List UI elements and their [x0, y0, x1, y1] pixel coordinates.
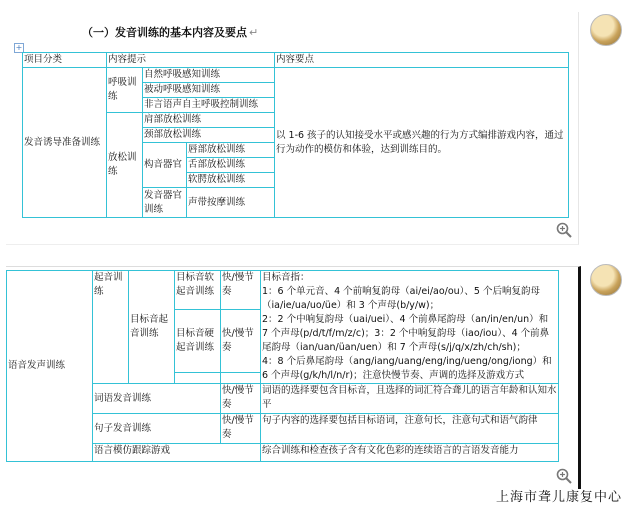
breathing-cell: 呼吸训练 — [107, 68, 143, 113]
articulator-item: 唇部放松训练 — [187, 143, 275, 158]
key-points-cell: 以 1-6 孩子的认知接受水平或感兴趣的行为方式编排游戏内容，通过行为动作的模仿和体验，达到训练目的。 — [275, 68, 569, 218]
content-table-bottom — [6, 270, 559, 462]
zoom-in-icon[interactable] — [556, 222, 572, 238]
target-title: 目标音指： — [262, 272, 310, 283]
articulator-item: 软腭放松训练 — [187, 173, 275, 188]
breath-item: 被动呼吸感知训练 — [143, 83, 275, 98]
onset-cell: 起音训练 — [93, 271, 129, 384]
soft-onset-cell: 目标音软起音训练 — [175, 271, 221, 310]
target-line: 2：2 个中响复韵母（uai/uei）、4 个前鼻尾韵母（an/in/en/un）和 7 个声母(p/d/t/f/m/z/c)；3：2 个中响复韵母（iao/iou）、4 个前鼻尾韵母（ian/uan/üan/uen）和 7 个声母(s/j/q/x/zh/ch/sh)； — [262, 314, 550, 353]
content-table-top — [22, 52, 569, 218]
tempo-cell: 快/慢节奏 — [221, 384, 261, 414]
category-cell: 语音发声训练 — [7, 271, 93, 462]
target-line: 4：8 个后鼻尾韵母（ang/iang/uang/eng/ing/ueng/ong/iong）和 6 个声母(g/k/h/l/n/r)；注意快慢节奏、声调的选择及游戏方式 — [262, 356, 552, 381]
header-prompt: 内容提示 — [107, 53, 275, 68]
sentence-cell: 句子发音训练 — [93, 414, 221, 444]
target-sound-cell — [261, 271, 559, 384]
relax-item: 肩部放松训练 — [143, 113, 275, 128]
tempo-cell: 快/慢节奏 — [221, 414, 261, 444]
category-cell: 发音诱导准备训练 — [23, 68, 107, 218]
table-move-handle-icon[interactable]: + — [15, 43, 23, 52]
game-text-cell: 综合训练和检查孩子含有文化色彩的连续语言的言语发音能力 — [261, 444, 559, 462]
breath-item: 自然呼吸感知训练 — [143, 68, 275, 83]
target-line: 1：6 个单元音、4 个前响复韵母（ai/ei/ao/ou）、5 个后响复韵母（ia/ie/ua/uo/üe）和 3 个声母(b/y/w)； — [262, 286, 541, 311]
relax-item: 颈部放松训练 — [143, 128, 275, 143]
vocal-cell: 发音器官训练 — [143, 188, 187, 218]
header-category: 项目分类 — [23, 53, 107, 68]
hard-onset-cell: 目标音硬起音训练 — [175, 310, 221, 373]
game-cell: 语言模仿跟踪游戏 — [93, 444, 261, 462]
header-key-points: 内容要点 — [275, 53, 569, 68]
user-avatar[interactable] — [590, 264, 622, 296]
word-text-cell: 词语的选择要包含目标音，且选择的词汇符合聋儿的语言年龄和认知水平 — [261, 384, 559, 414]
articulator-item: 舌部放松训练 — [187, 158, 275, 173]
breath-item: 非言语声自主呼吸控制训练 — [143, 98, 275, 113]
zoom-in-icon[interactable] — [556, 468, 572, 484]
sentence-text-cell: 句子内容的选择要包括目标语词，注意句长，注意句式和语气韵律 — [261, 414, 559, 444]
footer-caption: 上海市聋儿康复中心 — [496, 490, 623, 505]
tempo-cell: 快/慢节奏 — [221, 271, 261, 310]
target-onset-cell: 目标音起音训练 — [129, 271, 175, 384]
articulator-cell: 构音器官 — [143, 143, 187, 188]
user-avatar[interactable] — [590, 14, 622, 46]
vocal-item: 声带按摩训练 — [187, 188, 275, 218]
tempo-cell: 快/慢节奏 — [221, 310, 261, 373]
relax-cell: 放松训练 — [107, 113, 143, 218]
paragraph-mark-icon: ↵ — [249, 26, 259, 39]
word-cell: 词语发音训练 — [93, 384, 221, 414]
section-heading: （一）发音训练的基本内容及要点 ↵ — [82, 26, 259, 39]
